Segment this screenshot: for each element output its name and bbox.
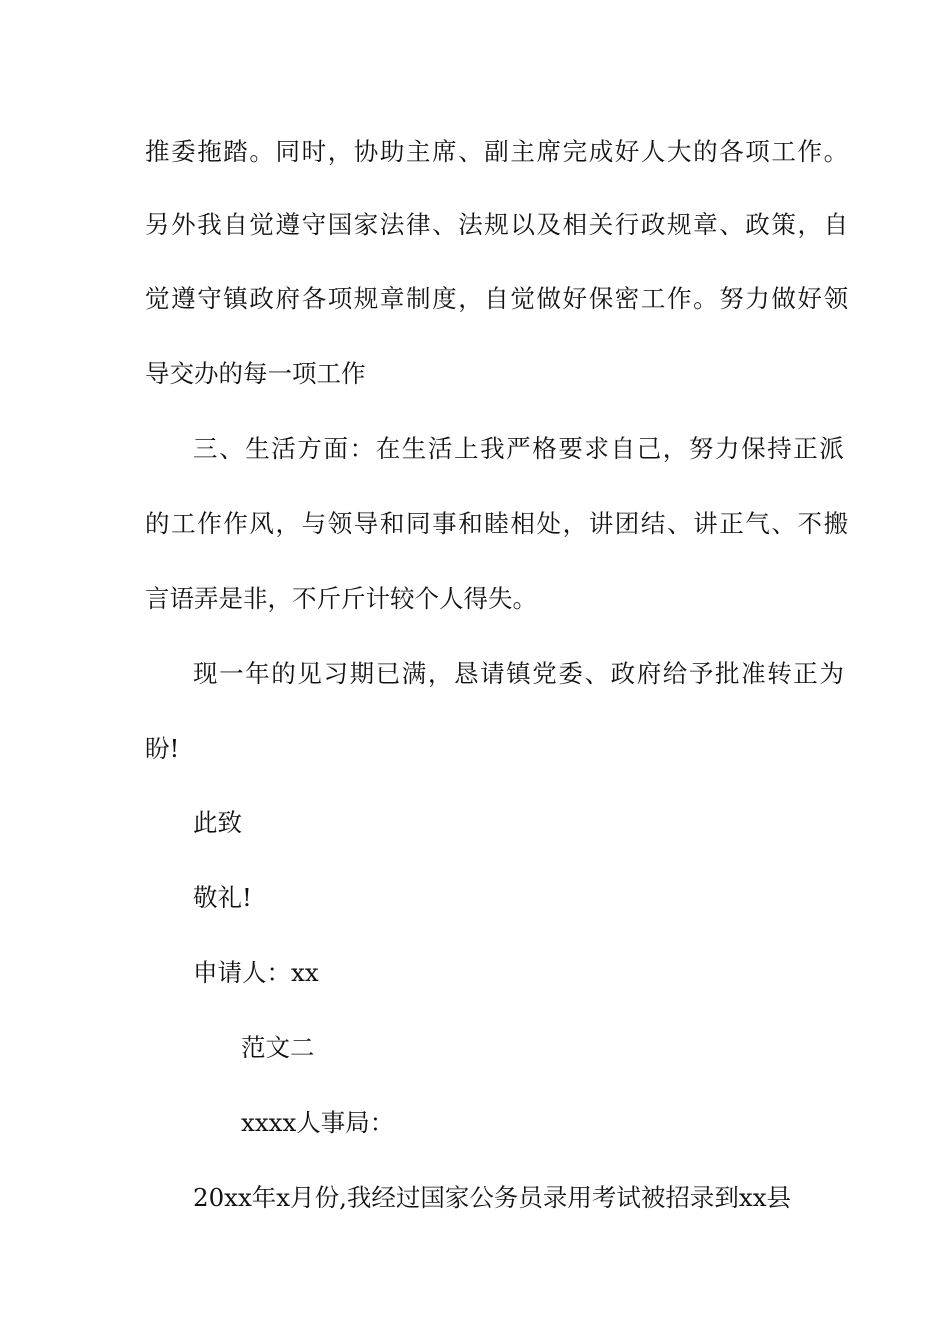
body-text-line: 导交办的每一项工作 <box>145 359 366 388</box>
closing-salutation: 此致 <box>193 808 242 837</box>
section-heading: 范文二 <box>241 1033 315 1062</box>
addressee-line: xxxx人事局： <box>241 1108 395 1137</box>
body-text-line: 另外我自觉遵守国家法律、法规以及相关行政规章、政策，自 <box>145 210 850 239</box>
body-text-line: 觉遵守镇政府各项规章制度，自觉做好保密工作。努力做好领 <box>145 284 850 313</box>
closing-regards: 敬礼! <box>193 883 252 912</box>
body-text-line: 言语弄是非，不斤斤计较个人得失。 <box>145 584 537 613</box>
applicant-signature-line: 申请人：xx <box>193 958 319 987</box>
body-text-line: 的工作作风，与领导和同事和睦相处，讲团结、讲正气、不搬 <box>145 509 850 538</box>
paragraph-start-line: 现一年的见习期已满，恳请镇党委、政府给予批准转正为 <box>193 659 846 688</box>
paragraph-start-line: 三、生活方面：在生活上我严格要求自己，努力保持正派 <box>193 434 846 463</box>
body-text-line: 盼! <box>145 734 180 763</box>
body-text-line: 推委拖踏。同时，协助主席、副主席完成好人大的各项工作。 <box>145 137 850 166</box>
paragraph-start-line: 20xx年x月份,我经过国家公务员录用考试被招录到xx县 <box>193 1183 792 1212</box>
